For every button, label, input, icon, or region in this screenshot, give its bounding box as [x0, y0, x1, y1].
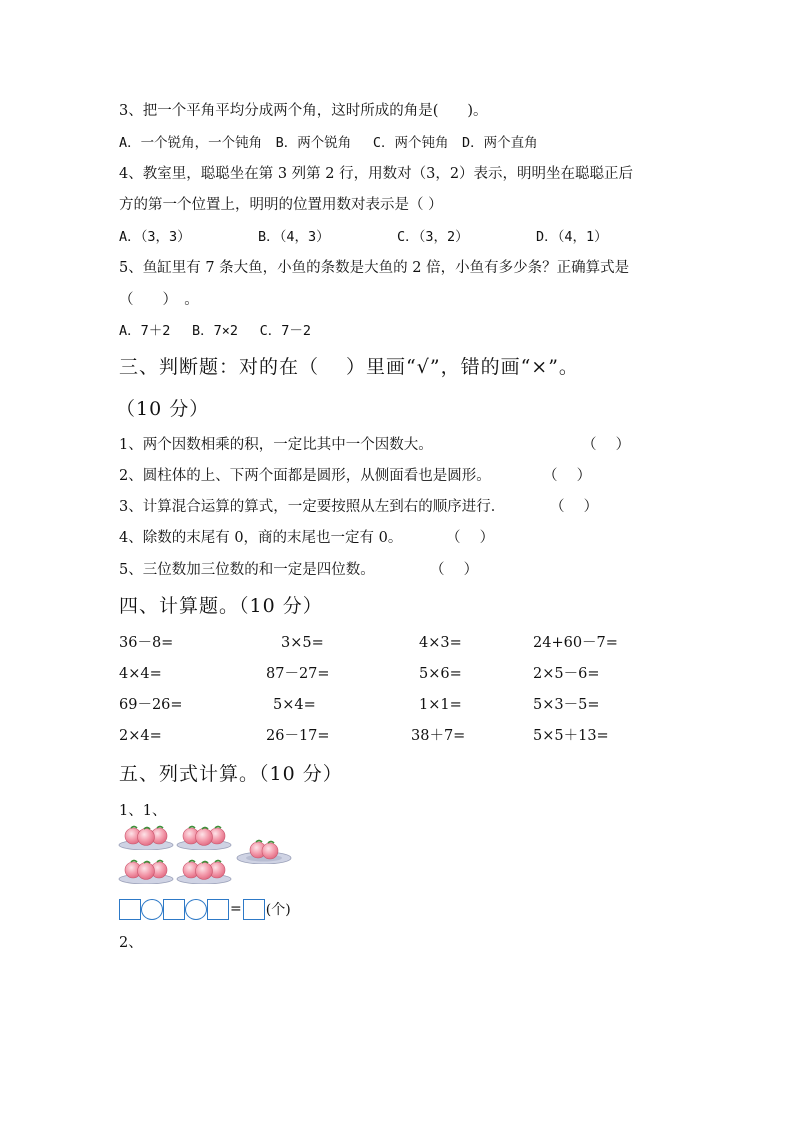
number-box[interactable]	[207, 899, 229, 920]
q4-text-line1: 4、教室里，聪聪坐在第 3 列第 2 行，用数对（3，2）表示，明明坐在聪聪正后	[119, 166, 634, 182]
tf-item-4: 4、除数的末尾有 0，商的末尾也一定有 0。	[119, 530, 403, 546]
calc-item: 2×4=	[119, 728, 162, 744]
q1-label: 1、1、	[119, 803, 167, 819]
calc-item: 87－27=	[266, 666, 330, 682]
calc-item: 36－8=	[119, 635, 174, 651]
section4-heading: 四、计算题。（10 分）	[119, 595, 323, 617]
number-box[interactable]	[163, 899, 185, 920]
q3-text: 3、把一个平角平均分成两个角，这时所成的角是( )。	[119, 103, 488, 119]
calc-item: 26－17=	[266, 728, 330, 744]
calc-item: 2×5－6=	[533, 666, 600, 682]
unit-label: (个)	[265, 902, 291, 918]
operator-circle[interactable]	[185, 899, 207, 920]
tf-answer-paren-2[interactable]: （ ）	[543, 468, 592, 484]
tf-item-2: 2、圆柱体的上、下两个面都是圆形，从侧面看也是圆形。	[119, 468, 491, 484]
tf-item-3: 3、计算混合运算的算式，一定要按照从左到右的顺序进行．	[119, 499, 506, 515]
q5-options: A．7＋2 B．7×2 C．7－2	[119, 323, 312, 339]
calc-item: 5×3－5=	[533, 697, 600, 713]
operator-circle[interactable]	[141, 899, 163, 920]
section3-score: （10 分）	[116, 398, 210, 420]
q2-label: 2、	[119, 935, 143, 951]
number-box[interactable]	[119, 899, 141, 920]
equals-sign: =	[230, 901, 242, 917]
tf-answer-paren-5[interactable]: （ ）	[430, 562, 479, 578]
q4-option-a: A．（3，3）	[119, 229, 191, 245]
result-box[interactable]	[243, 899, 265, 920]
tf-item-1: 1、两个因数相乘的积，一定比其中一个因数大。	[119, 437, 433, 453]
calc-item: 5×6=	[419, 666, 462, 682]
answer-box-row	[119, 897, 291, 921]
calc-item: 5×5＋13=	[533, 728, 609, 744]
calc-item: 1×1=	[419, 697, 462, 713]
q5-text-line2: （ ） 。	[119, 292, 199, 308]
section5-heading: 五、列式计算。（10 分）	[119, 763, 343, 785]
q4-option-b: B．（4，3）	[258, 229, 330, 245]
q4-option-c: C．（3，2）	[397, 229, 469, 245]
peach-plates-image	[116, 818, 296, 888]
calc-item: 38＋7=	[411, 728, 466, 744]
calc-item: 24+60－7=	[533, 635, 618, 651]
q4-option-d: D．（4，1）	[536, 229, 608, 245]
calc-item: 69－26=	[119, 697, 183, 713]
q5-text-line1: 5、鱼缸里有 7 条大鱼，小鱼的条数是大鱼的 2 倍，小鱼有多少条？正确算式是	[119, 260, 630, 276]
tf-answer-paren-1[interactable]: （ ）	[582, 437, 631, 453]
q4-text-line2: 方的第一个位置上，明明的位置用数对表示是（ ）	[119, 197, 443, 213]
calc-item: 4×3=	[419, 635, 462, 651]
calc-item: 4×4=	[119, 666, 162, 682]
tf-item-5: 5、三位数加三位数的和一定是四位数。	[119, 562, 375, 578]
tf-answer-paren-3[interactable]: （ ）	[550, 499, 599, 515]
calc-item: 3×5=	[281, 635, 324, 651]
calc-item: 5×4=	[273, 697, 316, 713]
tf-answer-paren-4[interactable]: （ ）	[446, 530, 495, 546]
section3-heading: 三、判断题：对的在（ ）里画“√”，错的画“×”。	[119, 356, 579, 378]
q3-options: A．一个锐角，一个钝角 B．两个锐角 C．两个钝角 D．两个直角	[119, 135, 538, 151]
